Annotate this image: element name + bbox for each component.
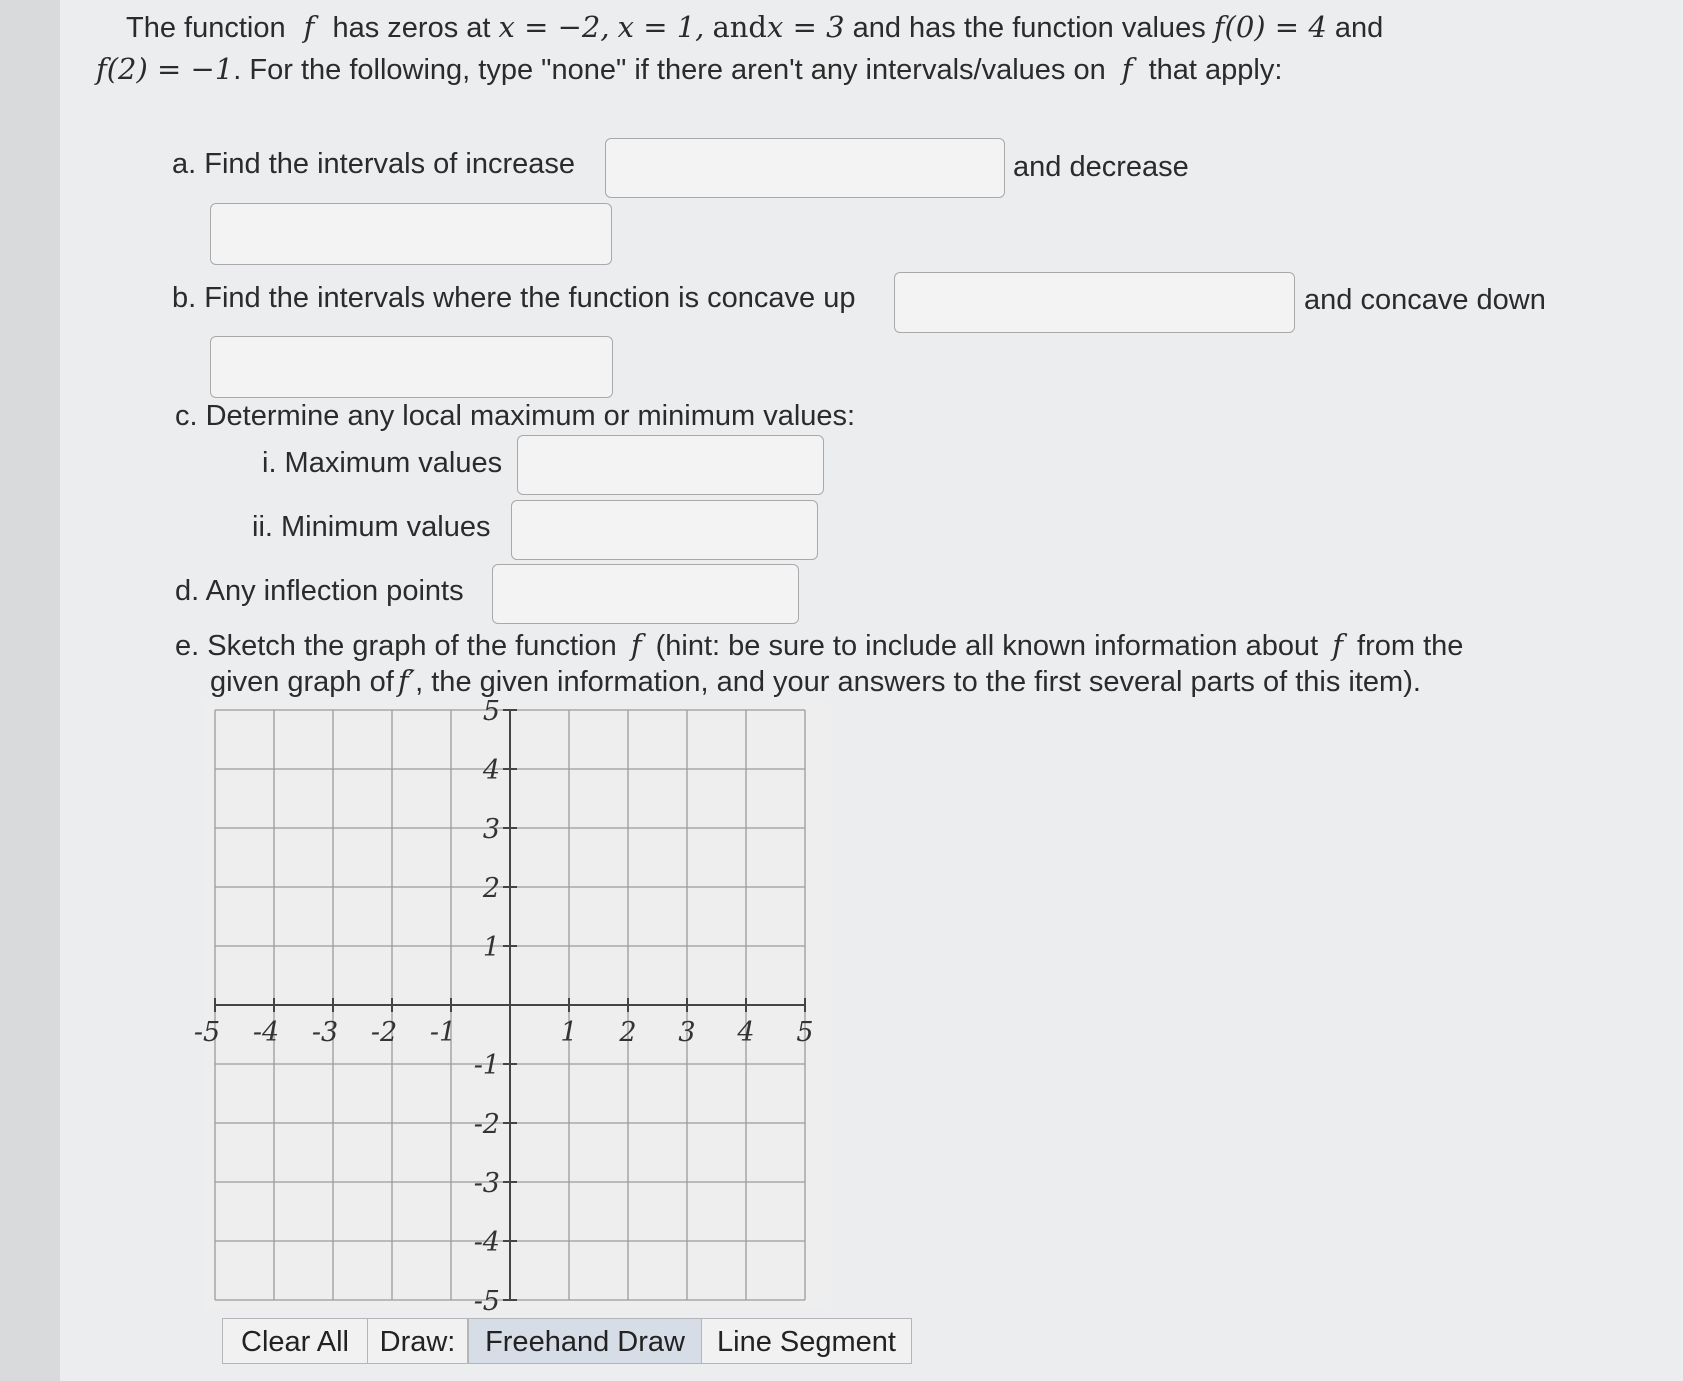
x-tick-label: 5 <box>796 1017 814 1048</box>
concave-up-input-box[interactable] <box>894 272 1295 333</box>
y-tick-label: -5 <box>473 1286 500 1317</box>
part-b-label: b. Find the intervals where the function is concave up <box>172 282 856 314</box>
q-text-3: and has the function values <box>852 12 1206 44</box>
part-a-label-2: and decrease <box>1013 151 1189 183</box>
decrease-input-box[interactable] <box>210 203 612 265</box>
q-text-1: The function <box>126 12 286 44</box>
max-values-label: i. Maximum values <box>262 447 503 479</box>
concave-up-input[interactable] <box>895 273 1294 332</box>
q-f0: f(0) = 4 <box>1213 10 1327 44</box>
q-zero-and: and <box>712 10 767 44</box>
y-tick-label: 5 <box>482 696 500 727</box>
q-zero-1: x = −2, <box>498 10 610 44</box>
q-zero-2: x = 1, <box>617 10 705 44</box>
x-tick-label: 3 <box>678 1017 696 1048</box>
part-e-text-1: e. Sketch the graph of the function <box>175 630 617 662</box>
decrease-input[interactable] <box>211 204 611 264</box>
q-var-f-2: f <box>1121 52 1133 86</box>
y-tick-label: 1 <box>482 932 500 963</box>
min-values-label: ii. Minimum values <box>252 511 491 543</box>
increase-input-box[interactable] <box>605 138 1005 198</box>
part-b-label-2: and concave down <box>1304 284 1546 316</box>
sketch-graph-canvas[interactable] <box>193 696 825 1317</box>
y-tick-label: 3 <box>482 814 500 845</box>
x-tick-label: -5 <box>193 1017 221 1048</box>
concave-down-input-box[interactable] <box>210 336 613 398</box>
line-segment-button[interactable]: Line Segment <box>702 1318 912 1364</box>
question-line-2 <box>96 52 1282 87</box>
part-e-text-3: from the <box>1357 630 1464 662</box>
part-c-label: c. Determine any local maximum or minimum values: <box>175 400 856 432</box>
x-tick-label: -3 <box>311 1017 339 1048</box>
part-e-fprime: f′ <box>397 664 416 698</box>
max-values-input-box[interactable] <box>517 435 824 495</box>
x-tick-label: -4 <box>252 1017 280 1048</box>
q-text-6: that apply: <box>1148 54 1283 86</box>
y-tick-label: -1 <box>473 1050 500 1081</box>
x-tick-label: -2 <box>370 1017 398 1048</box>
y-tick-label: 2 <box>482 873 500 904</box>
min-values-input-box[interactable] <box>511 500 818 560</box>
y-tick-label: -4 <box>473 1227 500 1258</box>
part-e-line-2 <box>210 664 1421 699</box>
inflection-input[interactable] <box>493 565 798 623</box>
concave-down-input[interactable] <box>211 337 612 397</box>
q-var-f: f <box>303 10 315 44</box>
q-text-5: . For the following, type "none" if there aren't any intervals/values on <box>233 54 1106 86</box>
min-values-input[interactable] <box>512 501 817 559</box>
part-e-text-5: , the given information, and your answers to the first several parts of this item). <box>415 666 1421 698</box>
clear-all-button[interactable]: Clear All <box>222 1318 368 1364</box>
part-e-text-2: (hint: be sure to include all known information about <box>655 630 1319 662</box>
y-tick-label: -3 <box>473 1168 500 1199</box>
x-tick-label: 4 <box>737 1017 755 1048</box>
part-e-var-f: f <box>630 628 642 662</box>
part-e-var-f-2: f <box>1332 628 1343 662</box>
part-e-text-4: given graph of <box>210 666 394 698</box>
y-tick-label: -2 <box>473 1109 500 1140</box>
x-tick-label: 1 <box>560 1017 578 1048</box>
part-a-label: a. Find the intervals of increase <box>172 148 575 180</box>
x-tick-label: -1 <box>429 1017 457 1048</box>
q-zero-3: x = 3 <box>767 10 845 44</box>
part-e-line-1 <box>175 628 1463 663</box>
increase-input[interactable] <box>606 139 1004 197</box>
y-tick-label: 4 <box>482 755 500 786</box>
q-text-4: and <box>1334 12 1384 44</box>
part-d-label: d. Any inflection points <box>175 575 464 607</box>
inflection-input-box[interactable] <box>492 564 799 624</box>
question-line-1 <box>126 10 1383 45</box>
freehand-draw-button[interactable]: Freehand Draw <box>468 1318 702 1364</box>
draw-label: Draw: <box>368 1318 468 1364</box>
x-tick-label: 2 <box>619 1017 637 1048</box>
q-text-2: has zeros at <box>332 12 491 44</box>
q-f2: f(2) = −1 <box>96 52 234 86</box>
max-values-input[interactable] <box>518 436 823 494</box>
